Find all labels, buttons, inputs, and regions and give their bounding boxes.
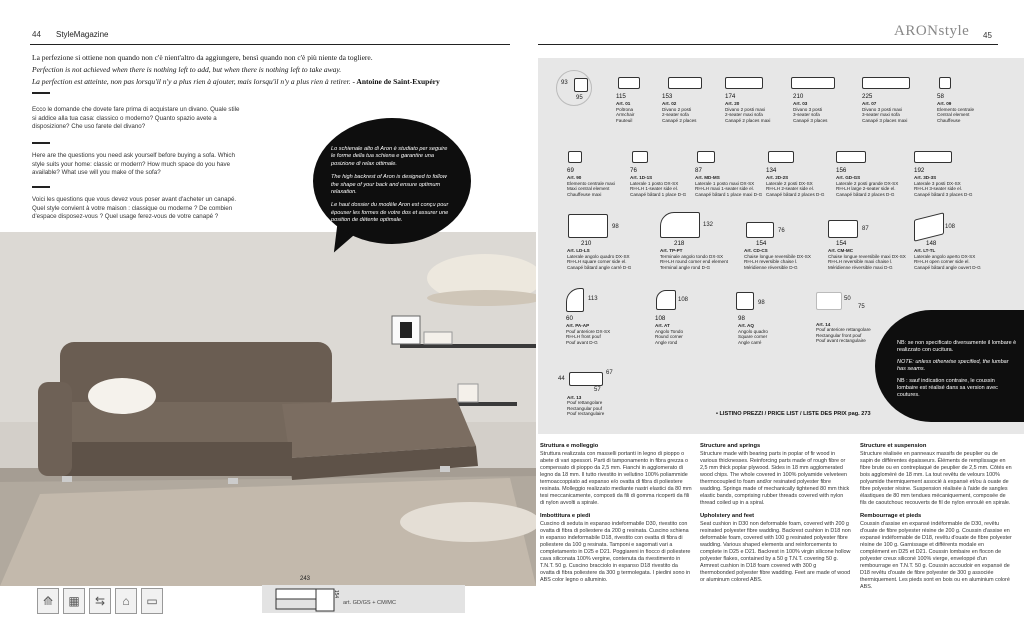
art-height: 132 (703, 222, 714, 228)
sofa-shape (725, 77, 763, 89)
bubble-text-fr: Le haut dossier du modèle Aron est conçu pour épouser les formes de votre dos et assurer une position de détente optimale. (331, 202, 449, 224)
article-card: Art. 13 Pouf rettangolare Rectangular pouf Pouf rectangulaire (567, 395, 605, 417)
art-height: 98 (612, 224, 619, 230)
article-card: Art. 14 Pouf anteriore rettangolare Rectangular front pouf Pouf avant rectangulaire (816, 322, 871, 344)
page-number-right: 45 (983, 31, 992, 40)
spec-heading: Upholstery and feet (700, 513, 755, 519)
spec-text: Seat cushion in D30 non deformable foam, covered with 200 g resinated polyester fibre wadding. Backrest cushion in D18 non deformable foam, covered with 100 g resinated polyester fibre wadding. Various shaped elements and reinforcements to complete in D25 e D21. Backrest in 100% virgin silicone hollow polyester flakes, contained by a 50 g T.N.T. covering 50 g. Armrest cushion in D18 foam covered with 300 g thermobonded polyester fibre wadding. Feet are made of wood or aluminum colored ABS. (700, 521, 851, 583)
pouf-width: 44 (558, 376, 565, 382)
article-card: 60 Art. PA-AP Pouf anteriore DX-SX RH-LH front pouf Pouf avant D-G (566, 315, 611, 345)
sofa-shape (836, 151, 866, 163)
spec-text: Structure réalisée en panneaux massifs de peuplier ou de sapin de différentes épaisseurs. Éléments de remplissage en fibre brute ou en contreplaqué de peuplier de 2,5 mm. Côtés en bois aggloméré de 18 mm. La tout revêtu de velours 100% polyamide thermiquement associé à expansé et/ou à ouate de fibre polyester résine. Suspension réalisée à l'aide de sangles élastiques de 80 mm tendues mécaniquement, composée de fils de caoutchouc recouverts de fil de nylon enroulé en spirale. (860, 451, 1012, 506)
article-card: 210 Art. 03 Divano 3 posti 3-seater sofa Canapé 3 places (793, 93, 828, 123)
aron-style-logo: ARONstyle (894, 23, 970, 39)
feature-icon-2: ▦ (63, 588, 85, 614)
living-room-illustration (0, 232, 536, 586)
round-corner-shape (660, 212, 700, 238)
art-width: 50 (844, 296, 851, 302)
sofa-shape (632, 151, 648, 163)
pouf-height: 67 (606, 370, 613, 376)
pouf-depth: 57 (594, 387, 601, 393)
art-height: 75 (858, 304, 865, 310)
sofa-shape (914, 151, 952, 163)
article-card: 154 Art. CM-MC Chaise longue reversibile maxi DX-SX RH-LH reversible maxi chaise l. Méridienne réversible maxi D-G (828, 240, 906, 270)
diagram-depth: 154 (333, 589, 340, 599)
front-pouf-shape (816, 292, 842, 310)
bubble-text-en: The high backrest of Aron is designed to follow the shape of your back and ensure optimum relaxation. (331, 174, 447, 196)
sofa-shape (568, 151, 582, 163)
sofa-shape (668, 77, 702, 89)
nb-it: NB: se non specificato diversamente il lombare è realizzato con cucitura. (897, 340, 1017, 353)
specs-col-en (700, 443, 852, 590)
quote-author: - Antoine de Saint-Exupéry (352, 77, 440, 86)
diagram-label: art. GD/GS + CM/MC (343, 600, 396, 606)
price-list-note: • LISTINO PREZZI / PRICE LIST / LISTE DES PRIX pag. 273 (716, 411, 871, 417)
spec-text: Cuscino di seduta in espanso indeformabile D30, rivestito con ovatta di fibra di poliestere da 200 g resinata. Cuscino schiena in espanso indeformabile D18, rivestito con ovatta di fibra di poliestere da 100 g resinata. Tamponi e sagomati vari a completamento in D25 e D21. Poggiareni in fiocco di poliestere cava siliconata 100% vergine, contenuta da rivestimento in T.N.T. 50 g. Cuscino bracciolo in espanso D18 rivestito da ovatta di fibra poliestere da 300 g termolegata. I piedini sono in ABS color legno o alluminio. (540, 521, 691, 583)
article-card: 148 Art. LT-TL Laterale angolo aperto DX-SX RH-LH open corner side el. Canapé bâtard angle ouvert D-G (914, 240, 981, 270)
article-card: 154 Art. CD-CS Chaise longue reversibile DX-SX RH-LH reversible chaise l. Méridienne réversible D-G (744, 240, 811, 270)
sofa-shape (791, 77, 835, 89)
article-card: 153 Art. 02 Divano 2 posti 2-seater sofa Canapé 2 places (662, 93, 697, 123)
spec-heading: Structure et suspension (860, 443, 927, 449)
quote-french: La perfection est atteinte, non pas lorsqu'il n'y a plus rien à ajouter, mais lorsqu'il n'y a plus rien à retirer. - Antoine de Saint-Exupéry (32, 77, 440, 86)
quote-block (32, 52, 512, 88)
feature-icon-4: ⌂ (115, 588, 137, 614)
sofa-photo (0, 232, 536, 586)
quote-divider (32, 92, 50, 94)
intro-para-it: Ecco le domande che dovete fare prima di acquistare un divano. Quale stile si addice alla tua casa: classico o moderno? Quanto spazio avete a disposizione? Che uso farete del divano? (32, 106, 240, 131)
article-card: 76 Art. 1D-1S Laterale 1 posto DX-SX RH-LH 1-seater side el. Canapé bâtard 1 place D-G (630, 167, 687, 197)
art-height: 113 (588, 296, 598, 302)
intro-para-en: Here are the questions you need ask yourself before buying a sofa. Which style suits your home: classic or modern? How much space do you have available? What use will you make of the sofa? (32, 152, 235, 177)
spec-heading: Rembourrage et pieds (860, 513, 922, 519)
spec-heading: Imbottitura e piedi (540, 513, 591, 519)
feature-icon-3: ⇆ (89, 588, 111, 614)
para-divider-2 (32, 186, 50, 188)
art-height: 76 (778, 228, 785, 234)
art-0-depth: 93 (561, 80, 568, 86)
article-card: 218 Art. TP-PT Terminale angolo tondo DX-SX RH-LH round corner end element Terminal angle rond D-G (660, 240, 728, 270)
article-card: 115 Art. 01 Poltrona Armchair Fauteuil (616, 93, 635, 123)
specs-col-it (540, 443, 692, 590)
corner-sofa-shape (568, 214, 608, 238)
square-corner-shape (736, 292, 754, 310)
rect-pouf-shape (569, 372, 603, 386)
sofa-shape (862, 77, 910, 89)
art-height: 98 (758, 300, 765, 306)
quote-italian: La perfezione si ottiene non quando non c'è nient'altro da aggiungere, bensì quando non c'è più niente da togliere. (32, 53, 373, 62)
article-card: 98 Art. AQ Angolo quadro Square corner Angle carré (738, 315, 768, 345)
round-corner-shape (656, 290, 676, 310)
chaise-shape (828, 220, 858, 238)
magazine-brand: StyleMagazine (56, 30, 109, 39)
feature-icon-5: ▭ (141, 588, 163, 614)
quote-english: Perfection is not achieved when there is nothing left to add, but when there is nothing left to take away. (32, 65, 342, 74)
header-rule-right (538, 44, 998, 45)
nb-note (875, 310, 1024, 422)
spec-text: Coussin d'assise en expansé indéformable de D30, revêtu d'ouate de fibre polyester résine de 200 g. Coussin d'assise en expansé indéformable de D18, revêtu d'ouate de fibre polyester résine de 100 g. Garnissage et différents modale en complément en D25 et D21. Coussin lombaire en flocon de polyester creux siliconé 100% vierge, enveloppé d'un rembourrage en T.N.T. 50 g. Coussin accoudoir en expansé de D18 revêtu d'ouate de fibre polyester de 300 g associée thermiquement. Les pieds sont en bois ou en aluminium coloré ABS. (860, 521, 1012, 590)
composition-diagram (262, 585, 465, 613)
article-card: 192 Art. 3D-3S Laterale 3 posti DX-SX RH-LH 3-seater side el. Canapé bâtard 3 places D-G (914, 167, 973, 197)
sofa-shape (768, 151, 794, 163)
article-card: 87 Art. MD-MS Laterale 1 posto maxi DX-SX RH-LH maxi 1-seater side el. Canapé bâtard 1 place maxi D-G (695, 167, 763, 197)
intro-para-fr: Voici les questions que vous devez vous poser avant d'acheter un canapé. Quel style convient à votre maison : classique ou moderne ? De combien d'espace disposez-vous ? Quel usage ferez-vous de votre canapé ? (32, 196, 237, 221)
sofa-shape (618, 77, 640, 89)
header-rule-left (30, 44, 510, 45)
article-card: 225 Art. 07 Divano 3 posti maxi 3-seater maxi sofa Canapé 3 places maxi (862, 93, 908, 123)
article-card: 69 Art. 90 Elemento centrale maxi Maxi central element Chauffeuse maxi (567, 167, 616, 197)
nb-fr: NB : sauf indication contraire, le coussin lombaire est réalisé dans sa version avec coutures. (897, 378, 998, 398)
spec-heading: Structure and springs (700, 443, 761, 449)
pouf-shape (566, 288, 584, 312)
art-height: 87 (862, 226, 869, 232)
article-card: 210 Art. LD-LS Laterale angolo quadro DX-SX RH-LH square corner side el. Canapé bâtard angle carré D-G (567, 240, 632, 270)
chaise-shape (746, 222, 774, 238)
speech-bubble (313, 118, 471, 244)
spec-text: Struttura realizzata con masselli portanti in legno di pioppo o abete di vari spessori. Parti di tamponamento in fibra grezza o compensato di pioppo da 2,5 mm. Fianchi in agglomerato di legno da 18 mm. Il tutto rivestito in vellutino 100% poliammide termoaccoppiato ad espanso e/o ovatta di fibra di poliestere resinata. Molleggio realizzato mediante nastri elastici da 80 mm tesi meccanicamente, composti da fili di gomma ricoperti da fili di nylon avvolti a spirale. (540, 451, 692, 506)
diagram-width: 243 (300, 576, 311, 582)
specs-col-fr (860, 443, 1012, 597)
sofa-shape (697, 151, 715, 163)
article-card: 134 Art. 2D-2S Laterale 2 posti DX-SX RH-LH 2-seater side el. Canapé bâtard 2 places D-G (766, 167, 825, 197)
article-card: 156 Art. GD-GS Laterale 2 posti grande DX-SX RH-LH large 2-seater side el. Canapé bâtard 2 places D-G (836, 167, 899, 197)
spec-text: Structure made with bearing parts in poplar of fir wood in various thicknesses. Reinforcing parts made of rough fibre or 2,5 mm thick poplar plywood. Sides in 18 mm agglomerated wood chips. The whole covered in 100% polyamide velveteen thermocoupled to foam and/or resinated polyester fibre wadding. Springs made of mechanically tightened 80 mm thick elastic bands, comprising rubber threads covered with nylon thread coiled up in a spiral. (700, 451, 850, 506)
art-height: 108 (678, 297, 689, 303)
sofa-shape (939, 77, 951, 89)
art-height: 108 (945, 224, 956, 230)
art-0-width: 95 (576, 95, 583, 101)
feature-icon-1: ⟰ (37, 588, 59, 614)
article-card: 58 Art. 09 Elemento centrale Central element Chauffeuse (937, 93, 975, 123)
nb-en: NOTE: unless otherwise specified, the lumbar has seams. (897, 359, 1009, 372)
article-card: 174 Art. 20 Divano 2 posti maxi 2-seater maxi sofa Canapé 2 places maxi (725, 93, 771, 123)
bubble-text-it: Lo schienale alto di Aron è studiato per seguire le forme della tua schiena e garantire una posizione di relax ottimale. (331, 146, 448, 167)
para-divider-1 (32, 142, 50, 144)
spec-heading: Struttura e molleggio (540, 443, 599, 449)
sofa-shape (574, 78, 588, 92)
page-number-left: 44 (32, 30, 41, 39)
article-card: 108 Art. AT Angolo Tondo Round corner Angle rond (655, 315, 684, 345)
